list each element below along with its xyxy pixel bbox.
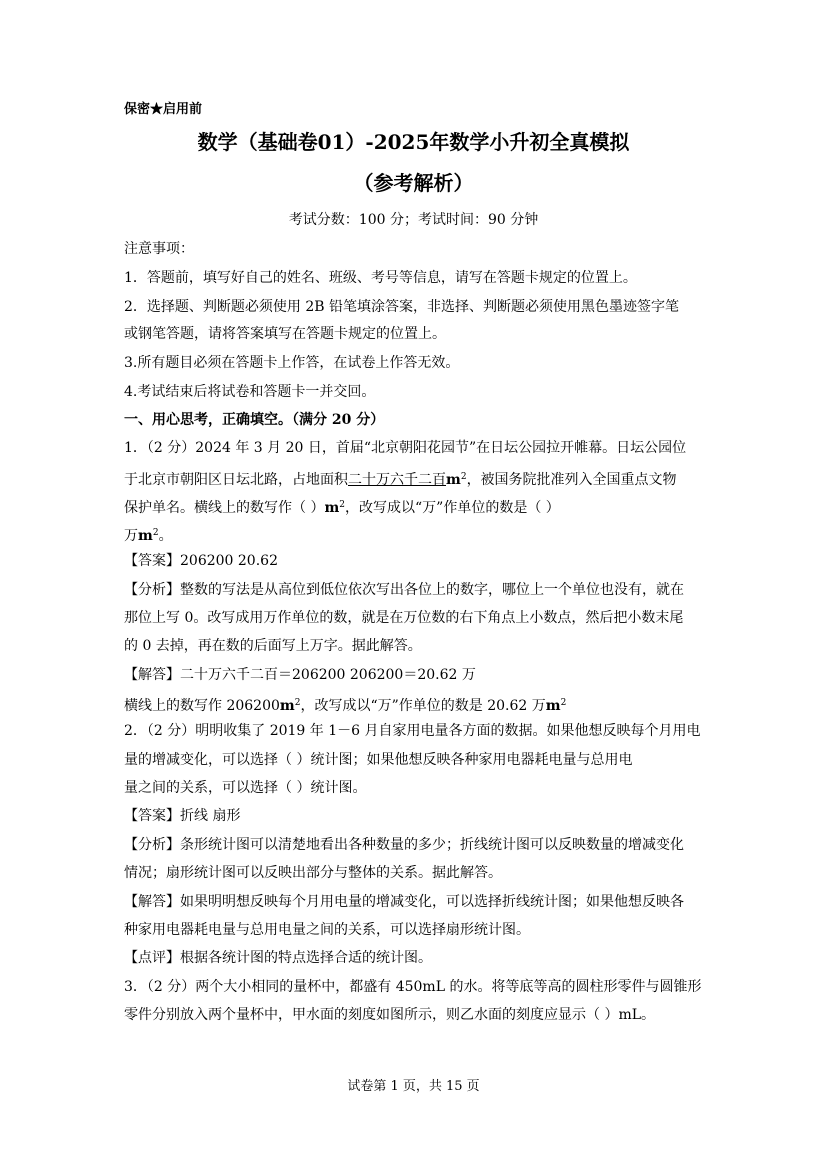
q1-text [124,467,677,490]
document-title: 数学（基础卷01）-2025年数学小升初全真模拟 [197,130,630,154]
q1-solution-part: 横线上的数写作 206200 [124,698,280,714]
q1-text-part: 保护单名。横线上的数写作（ ） [124,500,325,516]
confidential-label: 保密★启用前 [124,102,203,117]
q2-analysis: 情况；扇形统计图可以反映出部分与整体的关系。据此解答。 [124,865,502,881]
note-item: 2．选择题、判断题必须使用 2B 铅笔填涂答案，非选择、判断题必须使用黑色墨迹签字笔 [124,299,680,315]
q2-analysis: 【分析】条形统计图可以清楚地看出各种数量的多少；折线统计图可以反映数量的增减变化 [124,837,684,853]
q1-analysis: 那位上写 0。改写成用万作单位的数，就是在万位数的右下角点上小数点，然后把小数末尾 [124,610,684,626]
unit-sup: 2 [152,528,159,538]
exam-info: 考试分数：100 分；考试时间：90 分钟 [288,212,539,228]
q1-text-part: 万 [124,528,138,544]
q2-text: 量的增减变化，可以选择（ ）统计图；如果他想反映各种家用电器耗电量与总用电 [124,752,633,768]
q1-answer: 【答案】206200 20.62 [124,553,278,569]
q1-text: 1．（2 分）2024 年 3 月 20 日，首届“北京朝阳花园节”在日坛公园拉开帷幕。日坛公园位 [124,440,687,456]
q1-analysis: 【分析】整数的写法是从高位到低位依次写出各位上的数字，哪位上一个单位也没有，就在 [124,582,684,598]
q1-solution-part: ，改写成以“万”作单位的数是 20.62 万 [300,698,546,714]
unit-m: m [446,472,461,488]
q1-analysis: 的 0 去掉，再在数的后面写上万字。据此解答。 [124,638,422,654]
q1-underlined-number: 二十万六千二百 [348,472,446,488]
q2-answer: 【答案】折线 扇形 [124,808,241,824]
note-item: 3.所有题目必须在答题卡上作答，在试卷上作答无效。 [124,355,460,371]
q3-text: 3．（2 分）两个大小相同的量杯中，都盛有 450mL 的水。将等底等高的圆柱形零件与圆锥形 [124,979,702,995]
q2-solution: 种家用电器耗电量与总用电量之间的关系，可以选择扇形统计图。 [124,922,530,938]
note-item: 4.考试结束后将试卷和答题卡一并交回。 [124,384,376,400]
notes-heading: 注意事项： [124,241,194,257]
note-item: 或钢笔答题，请将答案填写在答题卡规定的位置上。 [124,326,446,342]
q1-solution: 【解答】二十万六千二百＝206200 206200＝20.62 万 [124,667,476,683]
note-item: 1．答题前，填写好自己的姓名、班级、考号等信息，请写在答题卡规定的位置上。 [124,270,637,286]
q2-solution: 【解答】如果明明想反映每个月用电量的增减变化，可以选择折线统计图；如果他想反映各 [124,894,684,910]
unit-sup: 2 [460,472,467,482]
q3-text: 零件分别放入两个量杯中，甲水面的刻度如图所示，则乙水面的刻度应显示（ ）mL。 [124,1007,656,1023]
q1-text [124,523,173,546]
unit-sup: 2 [339,500,346,510]
unit-sup: 2 [294,698,301,708]
page-footer: 试卷第 1 页，共 15 页 [347,1079,480,1094]
unit-sup: 2 [560,698,567,708]
q1-text [124,495,560,518]
q1-solution [124,693,566,716]
q2-text: 量之间的关系，可以选择（ ）统计图。 [124,780,367,796]
q1-text-part: 于北京市朝阳区日坛北路，占地面积 [124,472,348,488]
document-subtitle: （参考解析） [353,171,474,195]
unit-m: m [545,698,561,714]
q2-text: 2．（2 分）明明收集了 2019 年 1－6 月自家用电量各方面的数据。如果他想反映每个月用电 [124,723,701,739]
section-heading: 一、用心思考，正确填空。（满分 20 分） [124,412,385,428]
q1-text-part: ，被国务院批准列入全国重点文物 [466,472,677,488]
q1-text-part: ，改写成以“万”作单位的数是（ ） [345,500,560,516]
unit-m: m [324,500,340,516]
q1-text-part: 。 [158,528,173,544]
unit-m: m [279,698,295,714]
unit-m: m [138,528,153,544]
q2-comment: 【点评】根据各统计图的特点选择合适的统计图。 [124,950,432,966]
